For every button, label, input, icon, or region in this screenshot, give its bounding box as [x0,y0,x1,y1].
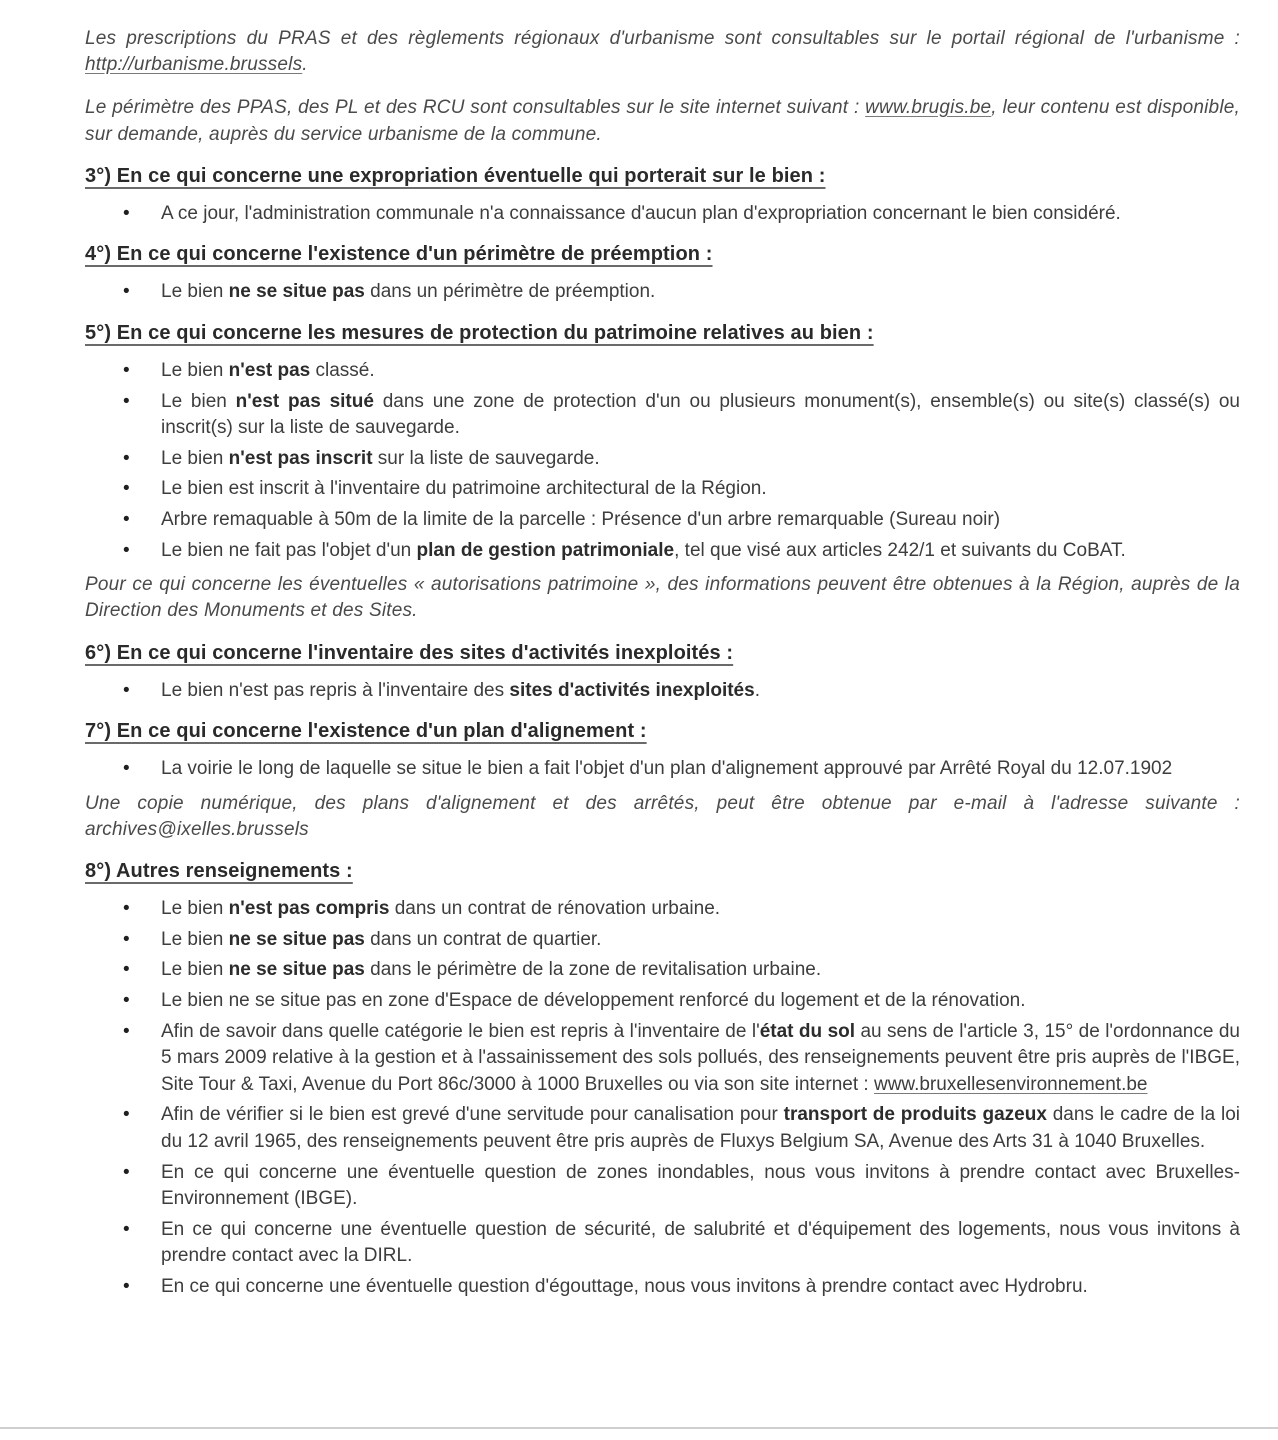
bullet-item [161,678,1240,705]
text-segment: au sens de l'article 3, 15° de l'ordonnance du 5 mars 2009 relative à la gestion et à l'assainissement des sols pollués, des renseignements peuvent être pris auprès de l'IBGE, Site Tour & Taxi, Avenue du Port 86c/3000 à 1000 Bruxelles ou via son site internet : [161,1020,1240,1095]
bullet-list [85,279,1240,306]
text-segment: A ce jour, l'administration communale n'a connaissance d'aucun plan d'expropriation concernant le bien considéré. [161,202,1121,224]
emphasized-text: plan de gestion patrimoniale [416,539,675,561]
section-heading: 6°) En ce qui concerne l'inventaire des sites d'activités inexploités : [85,641,734,664]
emphasized-text: n'est pas compris [228,898,390,920]
text-segment: dans une zone de protection d'un ou plusieurs monument(s), ensemble(s) ou site(s) classé(s) ou inscrit(s) sur la liste de sauvegarde. [161,390,1240,439]
emphasized-text: transport de produits gazeux [783,1104,1047,1126]
text-segment: Afin de vérifier si le bien est grevé d'une servitude pour canalisation pour [161,1104,784,1126]
bullet-list [85,678,1240,705]
text-segment: dans le cadre de la loi du 12 avril 1965, des renseignements peuvent être pris auprès de Fluxys Belgium SA, Avenue des Arts 31 à 1040 Bruxelles. [161,1104,1241,1153]
italic-note-paragraph [85,791,1240,843]
link-text[interactable]: www.bruxellesenvironnement.be [873,1073,1148,1095]
text-segment: Le bien [161,928,229,950]
text-segment: Afin de savoir dans quelle catégorie le bien est repris à l'inventaire de l' [161,1020,760,1042]
emphasized-text: n'est pas inscrit [228,447,373,469]
bullet-list [85,756,1240,783]
text-segment: Le bien [161,898,229,920]
text-segment: dans un contrat de quartier. [364,928,602,950]
text-segment: En ce qui concerne une éventuelle question de sécurité, de salubrité et d'équipement des logements, nous vous invitons à prendre contact avec la DIRL. [161,1218,1240,1267]
text-segment: Le bien [161,390,236,412]
emphasized-text: sites d'activités inexploités [509,679,755,701]
section-heading: 7°) En ce qui concerne l'existence d'un plan d'alignement : [85,720,647,743]
text-segment: Les prescriptions du PRAS et des règlements régionaux d'urbanisme sont consultables sur le portail régional de l'urbanisme : [85,28,1240,49]
bullet-item [161,279,1240,306]
text-segment: Le bien est inscrit à l'inventaire du patrimoine architectural de la Région. [161,478,767,500]
bullet-list [85,358,1240,564]
text-segment: En ce qui concerne une éventuelle question de zones inondables, nous vous invitons à prendre contact avec Bruxelles-Environnement (IBGE). [161,1161,1240,1210]
bullet-item [161,1102,1240,1155]
emphasized-text: état du sol [759,1020,856,1042]
text-segment: Le bien [161,959,229,981]
emphasized-text: n'est pas [228,360,311,382]
page-bottom-divider [0,1427,1278,1429]
bullet-item [161,507,1240,534]
text-segment: Le bien [161,447,229,469]
italic-note-paragraph [85,95,1240,147]
link-text[interactable]: www.brugis.be [865,97,992,119]
text-segment: Le bien ne fait pas l'objet d'un [161,539,417,561]
bullet-item [161,957,1240,984]
link-text[interactable]: http://urbanisme.brussels [85,54,303,76]
text-segment: Le bien n'est pas repris à l'inventaire des [161,679,510,701]
text-segment: . [302,54,308,76]
section-heading: 8°) Autres renseignements : [85,860,353,883]
bullet-item [161,1019,1240,1099]
emphasized-text: ne se situe pas [228,281,365,303]
bullet-item [161,756,1240,783]
text-segment: dans un contrat de rénovation urbaine. [389,898,721,920]
text-segment: Le bien [161,281,229,303]
text-segment: Une copie numérique, des plans d'alignement et des arrêtés, peut être obtenue par e-mail à l'adresse suivante : archives@ixelles.brussels [85,792,1240,841]
bullet-item [161,358,1240,385]
text-segment: En ce qui concerne une éventuelle question d'égouttage, nous vous invitons à prendre contact avec Hydrobru. [161,1276,1088,1297]
italic-note-paragraph [85,26,1240,78]
emphasized-text: ne se situe pas [228,928,365,950]
bullet-item [161,927,1240,954]
text-segment: Le bien [161,360,229,382]
text-segment: , tel que visé aux articles 242/1 et suivants du CoBAT. [674,539,1126,561]
text-segment: Arbre remaquable à 50m de la limite de la parcelle : Présence d'un arbre remarquable (Sureau noir) [161,509,1001,531]
text-segment: Pour ce qui concerne les éventuelles « autorisations patrimoine », des informations peuvent être obtenues à la Région, auprès de la Direction des Monuments et des Sites. [85,574,1240,622]
bullet-list [85,896,1240,1300]
text-segment: Le bien ne se situe pas en zone d'Espace de développement renforcé du logement et de la rénovation. [161,990,1026,1012]
text-segment: dans un périmètre de préemption. [364,281,656,303]
text-segment: La voirie le long de laquelle se situe le bien a fait l'objet d'un plan d'alignement approuvé par Arrêté Royal du 12.07.1902 [161,758,1173,780]
bullet-list [85,201,1240,228]
bullet-item [161,476,1240,503]
text-segment: . [754,679,760,701]
bullet-item [161,446,1240,473]
bullet-item [161,1274,1240,1301]
section-heading: 4°) En ce qui concerne l'existence d'un périmètre de préemption : [85,243,713,266]
section-heading: 3°) En ce qui concerne une expropriation éventuelle qui porterait sur le bien : [85,164,826,187]
bullet-item [161,988,1240,1015]
bullet-item [161,389,1240,442]
text-segment: classé. [310,360,375,382]
emphasized-text: n'est pas situé [235,390,374,412]
text-segment: Le périmètre des PPAS, des PL et des RCU sont consultables sur le site internet suivant : [85,97,866,119]
text-segment: sur la liste de sauvegarde. [372,447,600,469]
text-segment: dans le périmètre de la zone de revitalisation urbaine. [364,959,822,981]
text-segment: , leur contenu est disponible, sur demande, auprès du service urbanisme de la commune. [85,97,1240,145]
italic-note-paragraph [85,572,1240,624]
bullet-item [161,201,1240,228]
emphasized-text: ne se situe pas [228,959,365,981]
bullet-item [161,1217,1240,1270]
bullet-item [161,896,1240,923]
document-body [85,26,1240,1301]
bullet-item [161,1160,1240,1213]
section-heading: 5°) En ce qui concerne les mesures de protection du patrimoine relatives au bien : [85,322,874,345]
bullet-item [161,538,1240,565]
